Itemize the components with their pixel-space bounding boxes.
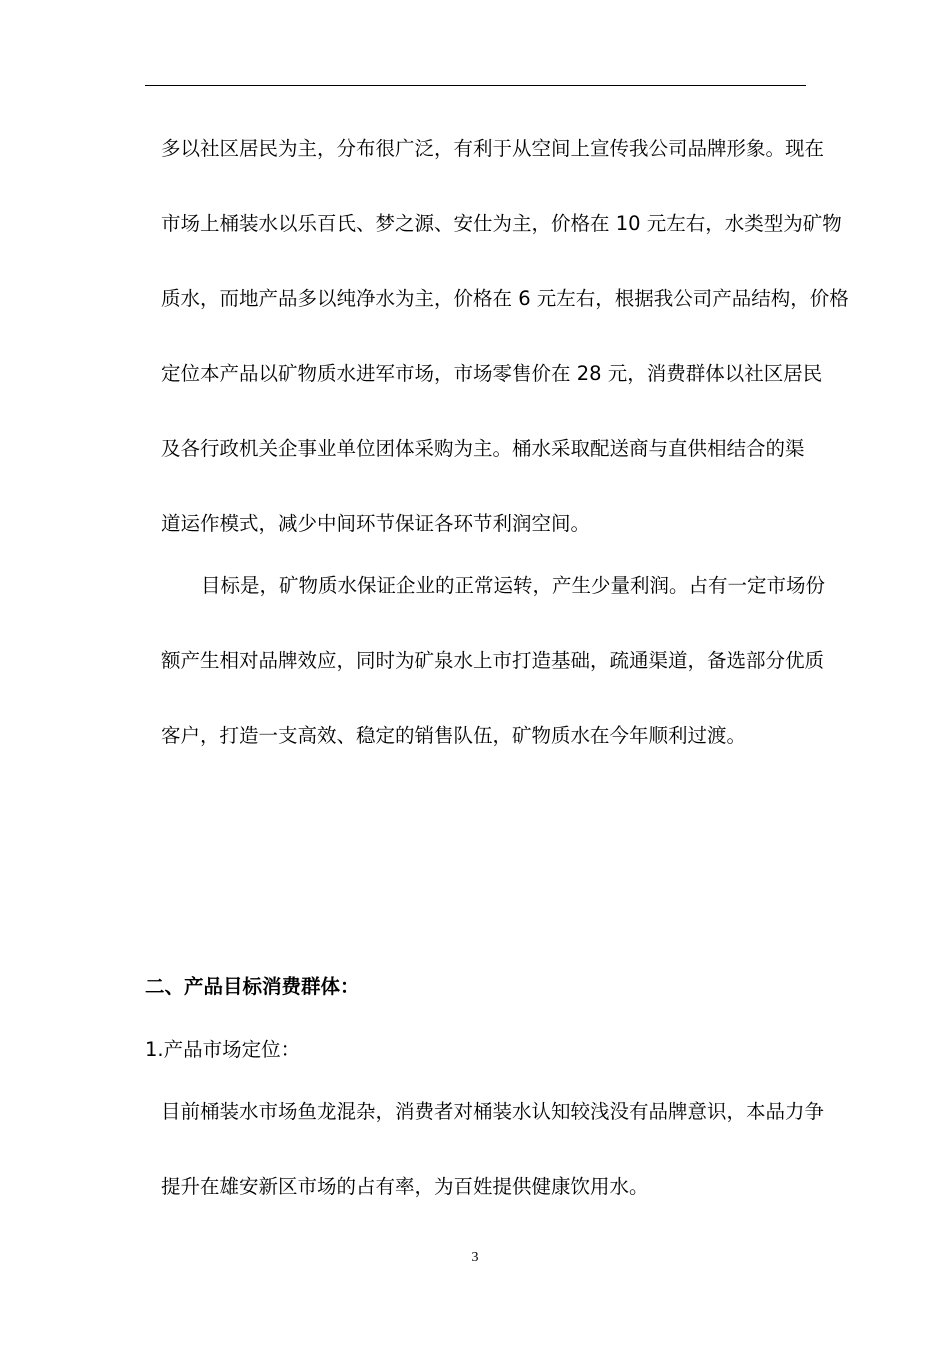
paragraph-line: 及各行政机关企事业单位团体采购为主。桶水采取配送商与直供相结合的渠 xyxy=(161,437,805,460)
header-rule xyxy=(145,85,806,86)
paragraph-line: 多以社区居民为主，分布很广泛，有利于从空间上宣传我公司品牌形象。现在 xyxy=(161,137,825,160)
paragraph-line: 提升在雄安新区市场的占有率，为百姓提供健康饮用水。 xyxy=(161,1175,649,1198)
paragraph-line: 道运作模式，减少中间环节保证各环节利润空间。 xyxy=(161,512,591,535)
paragraph-line: 质水，而地产品多以纯净水为主，价格在 6 元左右，根据我公司产品结构，价格 xyxy=(161,287,849,310)
page-number: 3 xyxy=(471,1250,479,1265)
paragraph-line: 市场上桶装水以乐百氏、梦之源、安仕为主，价格在 10 元左右，水类型为矿物 xyxy=(161,212,842,235)
paragraph-line: 客户，打造一支高效、稳定的销售队伍，矿物质水在今年顺利过渡。 xyxy=(161,724,747,747)
subsection-heading: 1.产品市场定位： xyxy=(145,1038,301,1061)
paragraph-line: 额产生相对品牌效应，同时为矿泉水上市打造基础，疏通渠道，备选部分优质 xyxy=(161,649,825,672)
paragraph-line: 目标是，矿物质水保证企业的正常运转，产生少量利润。占有一定市场份 xyxy=(201,574,826,597)
paragraph-line: 定位本产品以矿物质水进军市场，市场零售价在 28 元，消费群体以社区居民 xyxy=(161,362,823,385)
section-heading: 二、产品目标消费群体： xyxy=(145,975,360,998)
paragraph-line: 目前桶装水市场鱼龙混杂，消费者对桶装水认知较浅没有品牌意识，本品力争 xyxy=(161,1100,825,1123)
